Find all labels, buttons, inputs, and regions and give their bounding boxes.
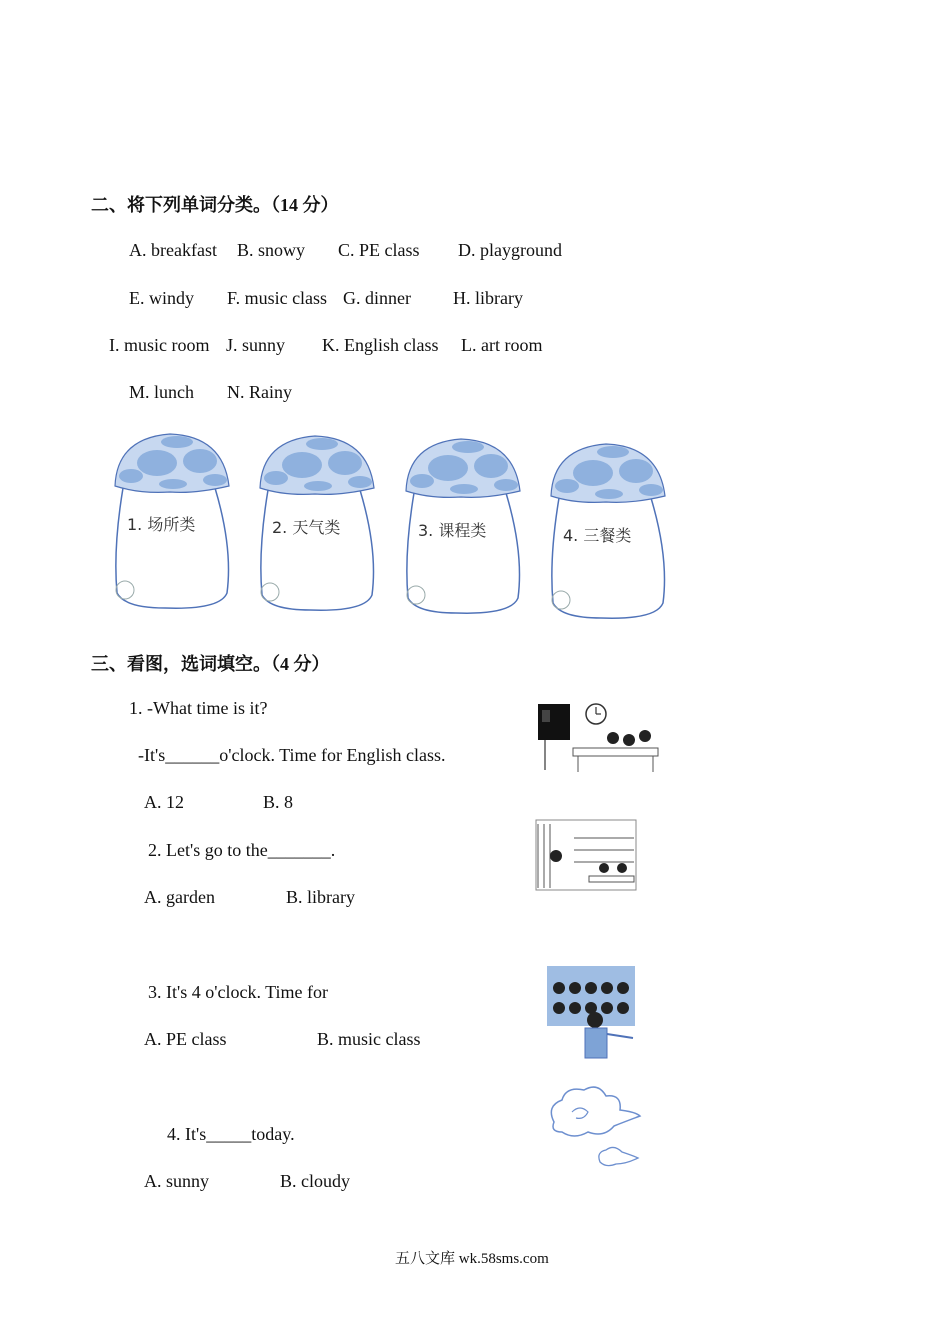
q2-question: 2. Let's go to the_______. [148, 840, 336, 860]
option-m: M. lunch [129, 382, 194, 402]
q3-question: 3. It's 4 o'clock. Time for [148, 982, 328, 1002]
cloud-illustration [544, 1082, 649, 1174]
option-i: I. music room [109, 335, 210, 355]
section2-heading: 二、将下列单词分类。（14 分） [91, 195, 339, 215]
option-h: H. library [453, 288, 523, 308]
q2-option-a: A. garden [144, 887, 215, 907]
q2-option-b: B. library [286, 887, 355, 907]
footer-watermark: 五八文库 wk.58sms.com [395, 1251, 549, 1267]
q1-answer-line: -It's______o'clock. Time for English class. [138, 745, 446, 765]
mushroom-label-places: 1. 场所类 [127, 515, 196, 534]
classroom-illustration [533, 700, 663, 775]
option-b: B. snowy [237, 240, 306, 260]
option-j: J. sunny [226, 335, 286, 355]
option-k: K. English class [322, 335, 439, 355]
library-illustration [534, 818, 639, 893]
option-c: C. PE class [338, 240, 420, 260]
music-class-illustration [545, 962, 640, 1067]
option-l: L. art room [461, 335, 543, 355]
mushroom-label-meals: 4. 三餐类 [563, 526, 632, 545]
mushroom-label-weather: 2. 天气类 [272, 518, 341, 537]
q4-option-b: B. cloudy [280, 1171, 350, 1191]
q1-option-b: B. 8 [263, 792, 294, 812]
option-n: N. Rainy [227, 382, 292, 402]
q4-option-a: A. sunny [144, 1171, 210, 1191]
mushroom-label-classes: 3. 课程类 [418, 521, 487, 540]
option-e: E. windy [129, 288, 194, 308]
option-g: G. dinner [343, 288, 411, 308]
q1-option-a: A. 12 [144, 792, 184, 812]
section3-heading: 三、看图，选词填空。（4 分） [91, 654, 330, 674]
q3-option-a: A. PE class [144, 1029, 227, 1049]
option-a: A. breakfast [129, 240, 217, 260]
q1-question: 1. -What time is it? [129, 698, 268, 718]
q3-option-b: B. music class [317, 1029, 421, 1049]
option-f: F. music class [227, 288, 328, 308]
q4-question: 4. It's_____today. [167, 1124, 295, 1144]
option-d: D. playground [458, 240, 562, 260]
